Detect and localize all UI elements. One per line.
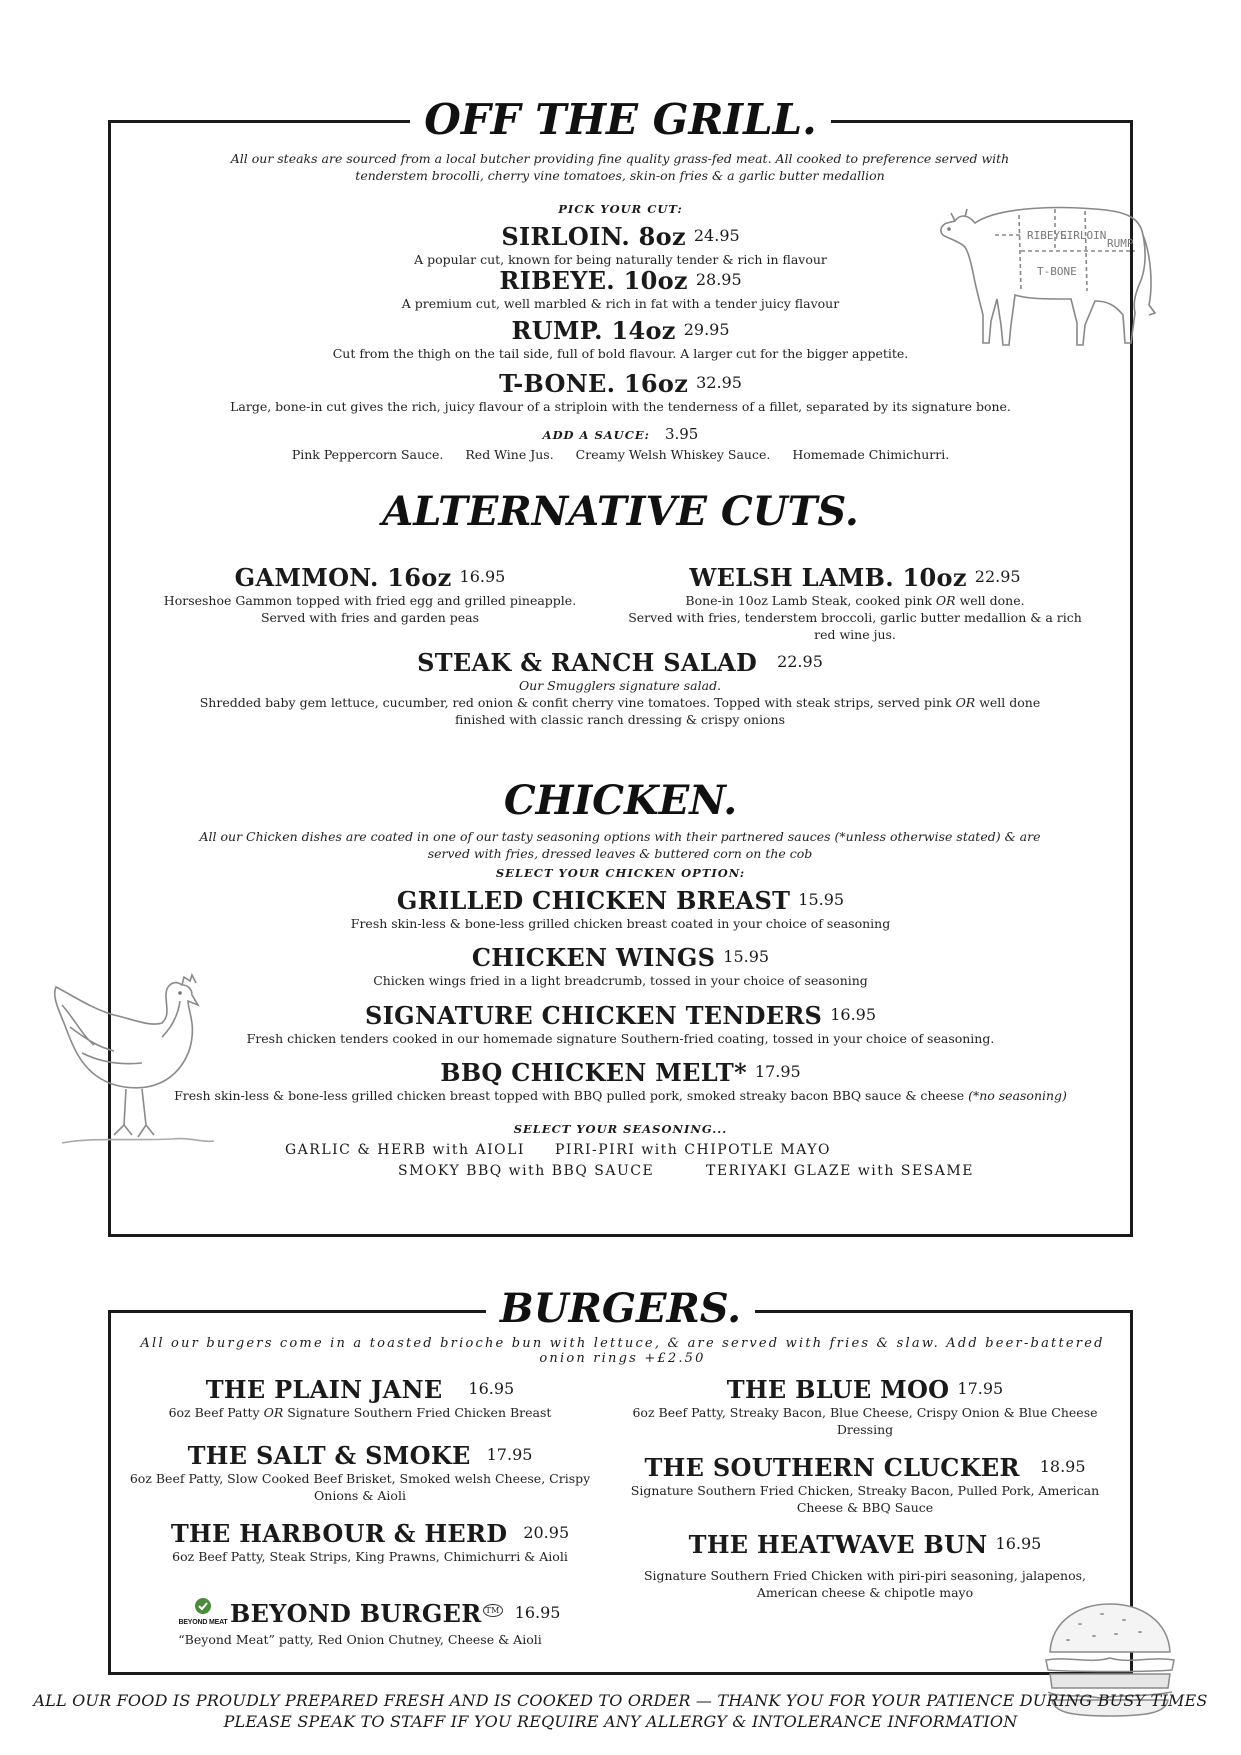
chicken-item-price: 15.95 bbox=[723, 947, 770, 966]
cut-price: 28.95 bbox=[695, 270, 742, 289]
burger-desc: Onions & Aioli bbox=[314, 1488, 406, 1503]
cow-label-rump: RUMP bbox=[1107, 237, 1134, 250]
burger-name: THE HARBOUR & HERD 20.95 bbox=[170, 1519, 570, 1548]
burger-price: 17.95 bbox=[957, 1379, 1004, 1398]
no-seasoning-note: (*no seasoning) bbox=[968, 1088, 1067, 1103]
seasoning-teriyaki: TERIYAKI GLAZE with SESAME bbox=[706, 1163, 974, 1179]
burger-price: 20.95 bbox=[523, 1523, 570, 1542]
burger-name: THE BLUE MOO 17.95 bbox=[726, 1375, 1004, 1404]
cut-name: RUMP. 14oz 29.95 bbox=[511, 316, 730, 345]
seasoning-garlic-herb: GARLIC & HERB with AIOLI bbox=[285, 1142, 525, 1158]
chicken-item-price: 16.95 bbox=[830, 1005, 877, 1024]
chicken-item-name: CHICKEN WINGS 15.95 bbox=[471, 943, 770, 972]
burger-desc: American cheese & chipotle mayo bbox=[756, 1585, 974, 1600]
footer-notice bbox=[0, 1690, 1241, 1732]
burger-price: 16.95 bbox=[468, 1379, 515, 1398]
alt-item-price: 16.95 bbox=[459, 567, 506, 586]
select-chicken-label: SELECT YOUR CHICKEN OPTION: bbox=[495, 866, 746, 880]
burger-name: THE HEATWAVE BUN 16.95 bbox=[688, 1530, 1042, 1559]
burger-salt-smoke bbox=[120, 1441, 600, 1504]
cut-name: RIBEYE. 10oz 28.95 bbox=[499, 266, 742, 295]
chicken-item-name: GRILLED CHICKEN BREAST 15.95 bbox=[396, 886, 845, 915]
cut-price: 24.95 bbox=[693, 226, 740, 245]
alt-item-desc-line: finished with classic ranch dressing & crispy onions bbox=[454, 712, 786, 727]
sauce-item: Homemade Chimichurri. bbox=[792, 447, 950, 462]
grill-section-title: OFF THE GRILL. bbox=[0, 95, 1241, 144]
grill-intro-line-2: tenderstem brocolli, cherry vine tomatoes, skin-on fries & a garlic butter medallion bbox=[355, 168, 885, 183]
chicken-section-title: CHICKEN. bbox=[503, 777, 738, 824]
alt-item-desc-line: red wine jus. bbox=[814, 627, 896, 642]
chicken-intro-line-2: served with fries, dressed leaves & buttered corn on the cob bbox=[427, 846, 813, 861]
cut-description: Large, bone-in cut gives the rich, juicy flavour of a striploin with the tenderness of a fillet, separated by its signature bone. bbox=[230, 399, 1011, 414]
alt-gammon bbox=[130, 563, 610, 626]
burger-name: THE PLAIN JANE 16.95 bbox=[205, 1375, 515, 1404]
burger-desc: Cheese & BBQ Sauce bbox=[796, 1500, 934, 1515]
cut-description: A popular cut, known for being naturally tender & rich in flavour bbox=[414, 252, 827, 267]
seasoning-piri-piri: PIRI-PIRI with CHIPOTLE MAYO bbox=[555, 1142, 832, 1158]
burger-desc: 6oz Beef Patty, Steak Strips, King Prawns, Chimichurri & Aioli bbox=[172, 1549, 568, 1564]
burger-name: BEYOND BURGER ™ 16.95 bbox=[230, 1599, 561, 1628]
alt-item-desc-line: Bone-in 10oz Lamb Steak, cooked pink OR well done. bbox=[685, 593, 1025, 608]
burger-desc: 6oz Beef Patty, Streaky Bacon, Blue Cheese, Crispy Onion & Blue Cheese bbox=[632, 1405, 1098, 1420]
burger-name: THE SOUTHERN CLUCKER 18.95 bbox=[644, 1453, 1086, 1482]
burger-blue-moo bbox=[630, 1375, 1100, 1438]
sauce-list bbox=[0, 446, 1241, 463]
burger-price: 17.95 bbox=[486, 1445, 533, 1464]
alt-item-desc-line: Horseshoe Gammon topped with fried egg and grilled pineapple. bbox=[163, 593, 577, 608]
chicken-item-name: BBQ CHICKEN MELT* 17.95 bbox=[440, 1058, 801, 1087]
cow-label-tbone: T-BONE bbox=[1037, 265, 1077, 278]
burger-price: 18.95 bbox=[1039, 1457, 1086, 1476]
burger-southern-clucker bbox=[630, 1453, 1100, 1516]
alt-item-price: 22.95 bbox=[777, 652, 823, 671]
cut-tbone bbox=[0, 369, 1241, 415]
chicken-item-desc: Chicken wings fried in a light breadcrumb, tossed in your choice of seasoning bbox=[373, 973, 868, 988]
chicken-intro-line-1: All our Chicken dishes are coated in one of our tasty seasoning options with their partnered sauces (*unless otherwise stated) & are bbox=[199, 829, 1041, 844]
chicken-item-desc: Fresh skin-less & bone-less grilled chicken breast topped with BBQ pulled pork, smoked streaky bacon BBQ sauce & cheese (*no seasoning) bbox=[174, 1088, 1067, 1103]
alt-item-name: WELSH LAMB. 10oz 22.95 bbox=[689, 563, 1021, 592]
add-sauce-price: 3.95 bbox=[664, 425, 699, 443]
beyond-meat-logo bbox=[178, 1597, 228, 1626]
cut-price: 32.95 bbox=[696, 373, 742, 392]
chicken-item-name: SIGNATURE CHICKEN TENDERS 16.95 bbox=[364, 1001, 877, 1030]
alt-section-title: ALTERNATIVE CUTS. bbox=[382, 488, 859, 535]
burger-desc: Signature Southern Fried Chicken, Streaky Bacon, Pulled Pork, American bbox=[630, 1483, 1100, 1498]
grill-intro-line-1: All our steaks are sourced from a local butcher providing fine quality grass-fed meat. All cooked to preference served with bbox=[230, 151, 1010, 166]
footer-line-2: PLEASE SPEAK TO STAFF IF YOU REQUIRE ANY ALLERGY & INTOLERANCE INFORMATION bbox=[223, 1712, 1018, 1731]
burger-beyond bbox=[230, 1599, 560, 1628]
chicken-item-desc: Fresh chicken tenders cooked in our homemade signature Southern-fried coating, tossed in your choice of seasoning. bbox=[246, 1031, 995, 1046]
burger-harbour-herd bbox=[130, 1519, 610, 1565]
cow-label-ribeye: RIBEYE bbox=[1027, 229, 1067, 242]
burger-price: 16.95 bbox=[514, 1603, 561, 1622]
alt-item-name: GAMMON. 16oz 16.95 bbox=[234, 563, 506, 592]
chicken-item-desc: Fresh skin-less & bone-less grilled chicken breast coated in your choice of seasoning bbox=[350, 916, 891, 931]
footer-line-1: ALL OUR FOOD IS PROUDLY PREPARED FRESH AND IS COOKED TO ORDER — THANK YOU FOR YOUR PATIENCE DURING BUSY TIMES bbox=[33, 1691, 1208, 1710]
select-seasoning-label: SELECT YOUR SEASONING... bbox=[513, 1122, 728, 1136]
cut-description: A premium cut, well marbled & rich in fat with a tender juicy flavour bbox=[401, 296, 840, 311]
hen-eye bbox=[178, 991, 182, 995]
alt-item-desc-line: Served with fries and garden peas bbox=[260, 610, 480, 625]
seasoning-smoky-bbq: SMOKY BBQ with BBQ SAUCE bbox=[398, 1163, 655, 1179]
chicken-item-price: 17.95 bbox=[754, 1062, 801, 1081]
pick-cut-label: PICK YOUR CUT: bbox=[558, 202, 683, 216]
alt-welsh-lamb bbox=[620, 563, 1090, 643]
alt-item-price: 22.95 bbox=[974, 567, 1021, 586]
burger-desc: 6oz Beef Patty, Slow Cooked Beef Brisket, Smoked welsh Cheese, Crispy bbox=[129, 1471, 591, 1486]
chicken-intro bbox=[150, 828, 1090, 862]
cut-name: SIRLOIN. 8oz 24.95 bbox=[501, 222, 740, 251]
burger-heatwave bbox=[630, 1530, 1100, 1601]
alt-item-name: STEAK & RANCH SALAD 22.95 bbox=[417, 648, 823, 677]
grill-intro bbox=[150, 150, 1090, 184]
cow-eye bbox=[947, 227, 951, 231]
sauce-item: Red Wine Jus. bbox=[465, 447, 554, 462]
chicken-item bbox=[0, 886, 1241, 932]
salad-tagline: Our Smugglers signature salad. bbox=[518, 678, 722, 693]
burger-name: THE SALT & SMOKE 17.95 bbox=[187, 1441, 533, 1470]
burger-price: 16.95 bbox=[995, 1534, 1042, 1553]
burger-desc: Dressing bbox=[836, 1422, 894, 1437]
sauce-item: Pink Peppercorn Sauce. bbox=[291, 447, 444, 462]
sauce-item: Creamy Welsh Whiskey Sauce. bbox=[575, 447, 771, 462]
burger-plain-jane bbox=[130, 1375, 590, 1421]
cut-description: Cut from the thigh on the tail side, full of bold flavour. A larger cut for the bigger appetite. bbox=[332, 346, 909, 361]
burger-desc: Signature Southern Fried Chicken with piri-piri seasoning, jalapenos, bbox=[643, 1568, 1086, 1583]
burgers-section-title: BURGERS. bbox=[0, 1285, 1241, 1332]
cut-price: 29.95 bbox=[683, 320, 730, 339]
alt-steak-ranch-salad bbox=[130, 648, 1110, 728]
beyond-meat-logo-icon bbox=[194, 1597, 212, 1615]
burger-desc: 6oz Beef Patty OR Signature Southern Fried Chicken Breast bbox=[168, 1405, 552, 1420]
cow-cuts-illustration bbox=[935, 195, 1175, 355]
burgers-intro: All our burgers come in a toasted brioche bun with lettuce, & are served with fries & slaw. Add beer-battered onion rings +£2.50 bbox=[140, 1336, 1105, 1366]
alt-item-desc-line: Shredded baby gem lettuce, cucumber, red onion & confit cherry vine tomatoes. Topped with steak strips, served pink OR well done bbox=[199, 695, 1041, 710]
beyond-meat-logo-text: BEYOND MEAT bbox=[178, 1619, 228, 1626]
cow-label-sirloin: SIRLOIN bbox=[1060, 229, 1107, 242]
chicken-item-price: 15.95 bbox=[798, 890, 845, 909]
alt-item-desc-line: Served with fries, tenderstem broccoli, garlic butter medallion & a rich bbox=[628, 610, 1082, 625]
burger-desc: “Beyond Meat” patty, Red Onion Chutney, Cheese & Aioli bbox=[178, 1632, 542, 1647]
cut-name: T-BONE. 16oz 32.95 bbox=[499, 369, 742, 398]
add-sauce-label: ADD A SAUCE: bbox=[542, 428, 650, 442]
trademark-mark: TM bbox=[483, 1604, 503, 1617]
hen-illustration bbox=[42, 965, 222, 1155]
add-sauce-row bbox=[0, 424, 1241, 443]
